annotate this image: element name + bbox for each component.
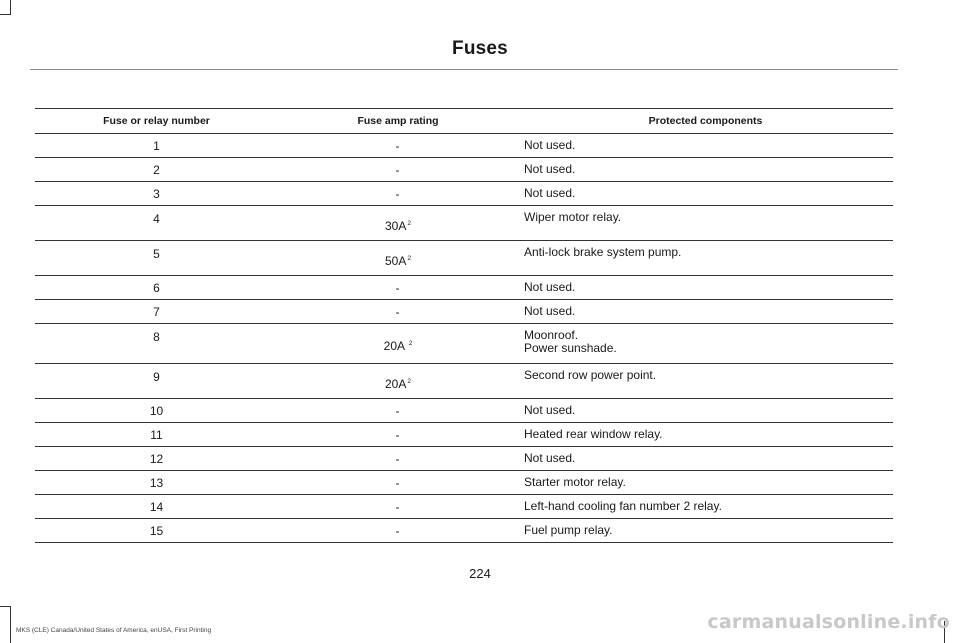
fuse-amp-rating: -	[278, 300, 518, 324]
fuse-number: 7	[35, 300, 278, 324]
protected-components: Not used.	[518, 158, 893, 182]
table-row	[35, 241, 893, 276]
page-title: Fuses	[452, 38, 508, 59]
protected-components: Anti-lock brake system pump.	[518, 241, 893, 276]
table-row	[35, 182, 893, 206]
crop-mark	[0, 14, 11, 15]
fuse-amp-rating: -	[278, 471, 518, 495]
page-number: 224	[469, 566, 491, 581]
protected-components: Not used.	[518, 300, 893, 324]
fuse-number: 4	[35, 206, 278, 241]
protected-components: Moonroof. Power sunshade.	[518, 324, 893, 364]
fuse-amp-rating: $20A^2$	[278, 364, 518, 399]
table-row	[35, 495, 893, 519]
fuse-number: 12	[35, 447, 278, 471]
fuse-number: 1	[35, 134, 278, 158]
fuse-number: 2	[35, 158, 278, 182]
fuse-table	[35, 108, 893, 543]
protected-components: Wiper motor relay.	[518, 206, 893, 241]
fuse-number: 6	[35, 276, 278, 300]
fuse-amp-rating: -	[278, 495, 518, 519]
fuse-number: 8	[35, 324, 278, 364]
fuse-number: 5	[35, 241, 278, 276]
table-row	[35, 134, 893, 158]
fuse-number: 15	[35, 519, 278, 543]
protected-components: Not used.	[518, 276, 893, 300]
fuse-amp-rating: -	[278, 134, 518, 158]
table-row	[35, 447, 893, 471]
fuse-number: 11	[35, 423, 278, 447]
protected-components: Not used.	[518, 447, 893, 471]
table-header-row	[35, 109, 893, 134]
footer-edition-note: MKS (CLE) Canada/United States of America, enUSA, First Printing	[16, 627, 212, 634]
fuse-amp-rating: -	[278, 276, 518, 300]
protected-components: Not used.	[518, 182, 893, 206]
fuse-amp-rating: -	[278, 519, 518, 543]
protected-components: Not used.	[518, 399, 893, 423]
protected-components: Heated rear window relay.	[518, 423, 893, 447]
table-row	[35, 276, 893, 300]
protected-components: Not used.	[518, 134, 893, 158]
table-row	[35, 158, 893, 182]
column-header-fuse-number: Fuse or relay number	[35, 109, 278, 134]
crop-mark	[10, 0, 11, 14]
protected-components: Starter motor relay.	[518, 471, 893, 495]
fuse-number: 3	[35, 182, 278, 206]
table-row	[35, 519, 893, 543]
fuse-amp-rating: -	[278, 423, 518, 447]
table-row	[35, 300, 893, 324]
fuse-amp-rating: 20A $^2$	[278, 324, 518, 364]
column-header-amp-rating: Fuse amp rating	[278, 109, 518, 134]
table-row	[35, 206, 893, 241]
table-row	[35, 364, 893, 399]
protected-components: Left-hand cooling fan number 2 relay.	[518, 495, 893, 519]
fuse-amp-rating: -	[278, 158, 518, 182]
watermark-logo: carmanualsonline.info	[707, 611, 950, 633]
fuse-amp-rating: $30A^2$	[278, 206, 518, 241]
fuse-number: 9	[35, 364, 278, 399]
fuse-number: 13	[35, 471, 278, 495]
fuse-number: 10	[35, 399, 278, 423]
protected-components: Fuel pump relay.	[518, 519, 893, 543]
crop-mark	[10, 606, 11, 643]
fuse-amp-rating: -	[278, 447, 518, 471]
table-row	[35, 471, 893, 495]
column-header-protected-components: Protected components	[518, 109, 893, 134]
fuse-amp-rating: -	[278, 182, 518, 206]
table-row	[35, 399, 893, 423]
table-row	[35, 423, 893, 447]
fuse-amp-rating: $50A^2$	[278, 241, 518, 276]
protected-components: Second row power point.	[518, 364, 893, 399]
title-divider	[30, 69, 898, 70]
table-row	[35, 324, 893, 364]
crop-mark	[0, 606, 11, 607]
fuse-number: 14	[35, 495, 278, 519]
fuse-amp-rating: -	[278, 399, 518, 423]
